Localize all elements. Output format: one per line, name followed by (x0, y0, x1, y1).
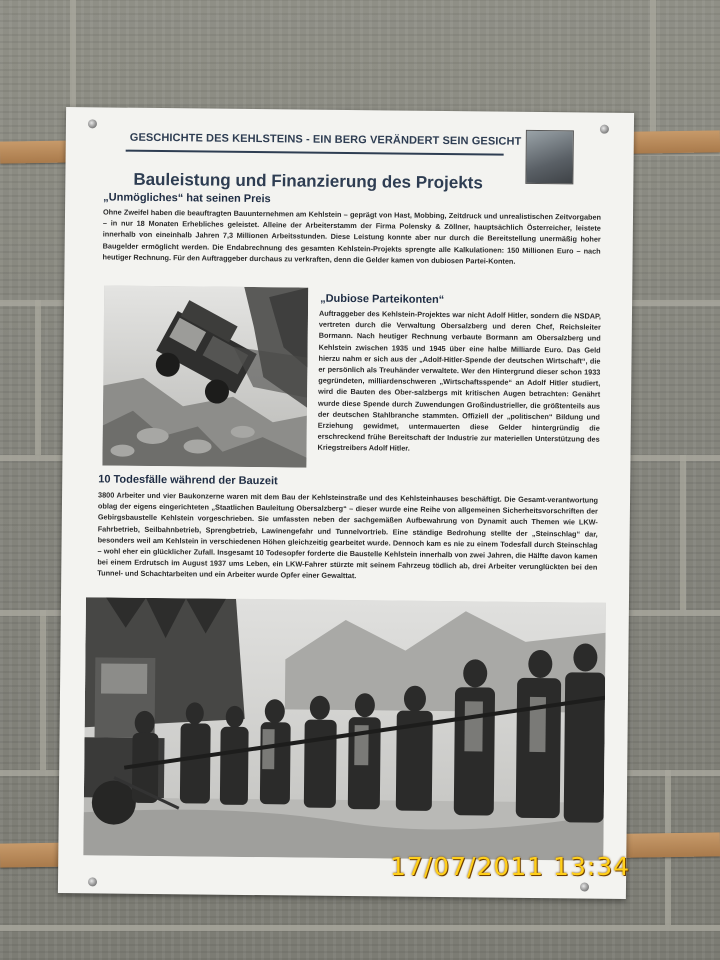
camera-timestamp: 17/07/2011 13:34 (390, 852, 631, 881)
information-board (58, 107, 634, 899)
header-rule (126, 150, 504, 156)
screw-icon (88, 877, 97, 886)
section-heading-price: „Unmögliches“ hat seinen Preis (103, 191, 271, 206)
section-heading-party-accounts: „Dubiose Parteikonten“ (320, 292, 445, 307)
board-title: Bauleistung und Finanzierung des Projekts (133, 169, 483, 193)
screw-icon (88, 119, 97, 128)
screw-icon (580, 882, 589, 891)
screw-icon (600, 125, 609, 134)
photo-workers-hauling (83, 597, 606, 860)
section-text-price: Ohne Zweifel haben die beauftragten Bauunternehmen am Kehlstein – geprägt von Hast, Mobbing, Zeitdruck und unrealistischen Zeitvorgaben – in nur 18 Monaten Erhebliches geleistet. Alleine der Arbeiterstamm der Firma Polensky & Zöllner, hauptsächlich Österreicher, leistete innerhalb von eineinhalb Jahren 7,3 Millionen Arbeitsstunden. Diese Leistung konnte aber nur durch die Bereitstellung unermäßig hoher Baugelder ermöglicht werden. Die Endabrechnung des gesamten Kehlstein-Projekts sprengte alle Kalkulationen: 150 Millionen Euro – nach heutiger Rechnung. Für den Auftraggeber durchaus zu verkraften, denn die Gelder kamen von dubiosen Partei-Konten. (102, 207, 602, 266)
section-text-party-accounts: Auftraggeber des Kehlstein-Projektes war nicht Adolf Hitler, sondern die NSDAP, vertreten durch die Verwaltung Obersalzberg und deren Chef, Reichsleiter Bormann. Nach heutiger Rechnung verbaute Bormann am Obersalzberg und Kehlstein zwischen 1935 und 1945 über eine halbe Milliarde Euro. Das Geld hierzu nahm er sich aus der „Adolf-Hitler-Spende der deutschen Wirtschaft“, die er persönlich als Treuhänder verwaltete. Wer den Hintergrund dieser schon 1933 gegründeten, milliardenschweren „Wirtschaftsspende“ an Adolf Hitler studiert, wird die Bauten des Ober-salzbergs mit kritischen Augen betrachten: Genährt wurde diese Spende durch Zuwendungen Großindustrieller, die größtenteils aus der deutschen Stahlbranche stammten. Offiziell der „politischen“ Bildung und Erziehung gewidmet, untermauerten diese Gelder hintergründig die erschreckend frühe Bereitschaft der Industrie zur materiellen Unterstützung des Kriegstreibers Adolf Hitler. (317, 308, 602, 454)
section-text-deaths: 3800 Arbeiter und vier Baukonzerne waren mit dem Bau der Kehlsteinstraße und des Kehlsteinhauses beschäftigt. Die Gesamt-verantwortung oblag der eigens eingerichteten „Staatlichen Bauleitung Obersalzberg“ – dieser wurde eine Reihe von allgemeinen Sicherheitsvorschriften der Gebirgsbaustelle Kehlstein vorgeschrieben. Sie umfassten neben der sachgemäßen Aufbewahrung von Dynamit auch Themen wie LKW-Fahrbetrieb, Seilbahnbetrieb, Sprengbetrieb, Lawinengefahr und Tunnelvortrieb. Eine ständige Bedrohung stellte der „Steinschlag“ dar, besonders weil am Kehlstein in verschiedenen Höhen gleichzeitig gearbeitet wurde. Dennoch kam es nie zu einem Todesfall durch Steinschlag – wohl eher ein glücklicher Zufall. Insgesamt 10 Todesopfer forderte die Baustelle Kehlstein innerhalb von zwei Jahren, die Hälfte davon kamen bei einem Erdrutsch im August 1937 ums Leben, ein LKW-Fahrer stürzte mit seinem Fahrzeug tödlich ab, drei Arbeiter verunglückten bei den Tunnel- und Schachtarbeiten und ein Arbeiter wurde Opfer einer Gewalttat. (97, 490, 599, 581)
photo-crashed-truck (102, 285, 308, 467)
board-header: GESCHICHTE DES KEHLSTEINS - EIN BERG VERÄNDERT SEIN GESICHT (129, 131, 522, 148)
section-heading-deaths: 10 Todesfälle während der Bauzeit (98, 473, 278, 488)
